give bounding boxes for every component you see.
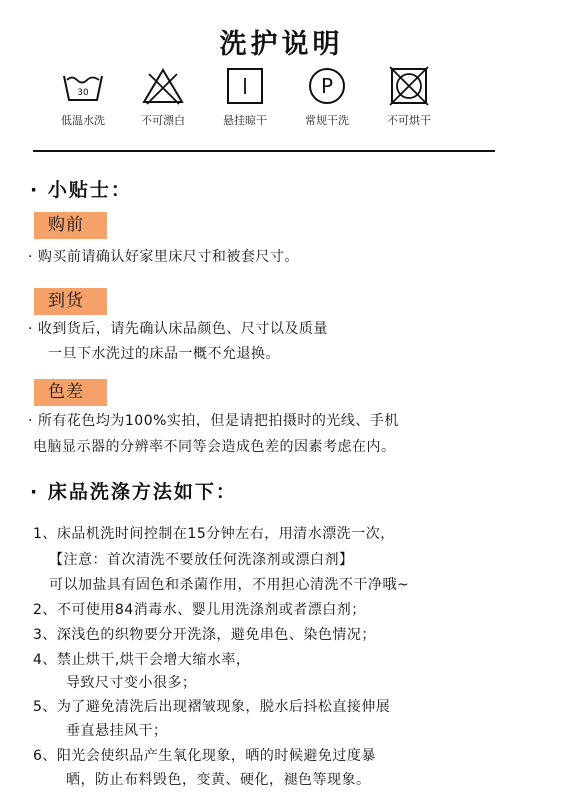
care-label-tumble-dry: 不可烘干 bbox=[387, 114, 431, 127]
dry-clean-p-icon bbox=[305, 66, 349, 106]
dry-clean-letter: P bbox=[320, 74, 334, 98]
wash-line-4: 2、不可使用84消毒水、婴儿用洗涤剂或者漂白剂； bbox=[33, 602, 366, 618]
care-label-bleach: 不可漂白 bbox=[141, 114, 185, 127]
tip-before-purchase-line-1: · 购买前请确认好家里床尺寸和被套尺寸。 bbox=[28, 249, 299, 265]
tip-color-diff-line-1: · 所有花色均为100%实拍，但是请把拍摄时的光线、手机 bbox=[28, 413, 399, 429]
tag-arrival: 到货 bbox=[34, 288, 107, 315]
care-item-hang-dry bbox=[205, 66, 285, 128]
tip-arrival-line-2: 一旦下水洗过的床品一概不允退换。 bbox=[48, 346, 280, 362]
tips-heading: · 小贴士： bbox=[30, 179, 132, 201]
wash-heading: · 床品洗涤方法如下： bbox=[30, 481, 237, 503]
no-bleach-icon bbox=[141, 66, 185, 106]
tag-color-diff: 色差 bbox=[34, 379, 107, 406]
care-label-hang-dry: 悬挂晾干 bbox=[223, 114, 267, 127]
tag-before-purchase: 购前 bbox=[34, 212, 107, 239]
no-tumble-dry-icon bbox=[387, 66, 431, 106]
wash-line-8: 5、为了避免清洗后出现褶皱现象，脱水后抖松直接伸展 bbox=[33, 699, 391, 715]
wash-line-7: 导致尺寸变小很多； bbox=[66, 675, 197, 691]
wash-30-icon bbox=[61, 66, 105, 106]
hang-dry-icon bbox=[223, 66, 267, 106]
care-label-dry-clean: 常规干洗 bbox=[305, 114, 349, 127]
wash-line-10: 6、阳光会使织品产生氧化现象，晒的时候避免过度暴 bbox=[33, 748, 376, 764]
care-label-wash: 低温水洗 bbox=[61, 114, 105, 127]
care-item-wash bbox=[43, 66, 123, 128]
tip-color-diff-line-2: 电脑显示器的分辨率不同等会造成色差的因素考虑在内。 bbox=[33, 439, 396, 455]
tip-arrival-line-1: · 收到货后，请先确认床品颜色、尺寸以及质量 bbox=[28, 321, 328, 337]
divider bbox=[33, 150, 495, 152]
wash-temp-label: 30 bbox=[77, 88, 89, 98]
wash-line-2: 【注意：首次清洗不要放任何洗涤剂或漂白剂】 bbox=[49, 552, 354, 568]
care-item-bleach bbox=[123, 66, 203, 128]
wash-line-5: 3、深浅色的织物要分开洗涤，避免串色、染色情况； bbox=[33, 627, 376, 643]
care-item-dry-clean bbox=[287, 66, 367, 128]
wash-line-1: 1、床品机洗时间控制在15分钟左右，用清水漂洗一次， bbox=[33, 526, 395, 542]
wash-line-6: 4、禁止烘干,烘干会增大缩水率， bbox=[33, 652, 251, 668]
wash-line-11: 晒，防止布料毁色，变黄、硬化，褪色等现象。 bbox=[66, 772, 371, 788]
wash-line-9: 垂直悬挂风干； bbox=[66, 723, 168, 739]
wash-line-3: 可以加盐具有固色和杀菌作用，不用担心清洗不干净哦~ bbox=[49, 577, 410, 593]
care-icons-row bbox=[43, 66, 523, 138]
page-title: 洗护说明 bbox=[219, 29, 344, 60]
care-item-tumble-dry bbox=[369, 66, 449, 128]
